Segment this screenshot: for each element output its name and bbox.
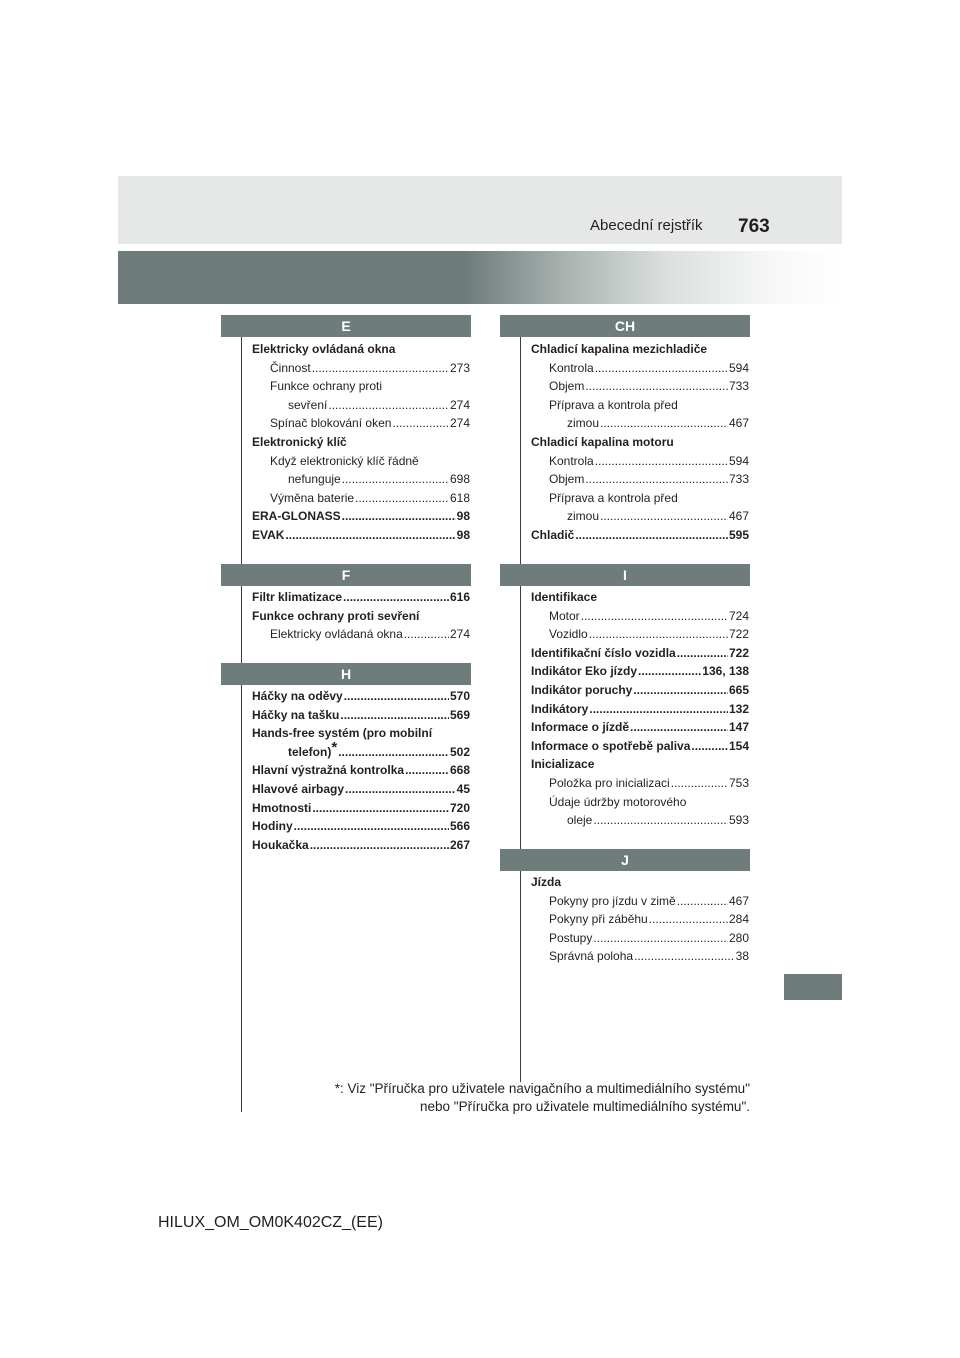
dot-leader: [344, 687, 449, 706]
dot-leader: [312, 799, 449, 818]
index-entry-page: 45: [456, 781, 470, 796]
index-entry-page: 593: [728, 813, 749, 828]
index-entry-text: Činnost: [270, 360, 311, 375]
index-entry: [252, 607, 470, 626]
dot-leader: [310, 836, 449, 855]
index-entry-page: 566: [449, 819, 470, 834]
index-entry-page: 720: [449, 800, 470, 815]
dot-leader: [294, 817, 449, 836]
index-entry-text: Identifikace: [531, 590, 598, 604]
index-entry-page: 722: [728, 645, 749, 660]
index-entry: [252, 687, 470, 706]
dot-leader: [345, 780, 456, 799]
index-entry-text: Inicializace: [531, 757, 595, 772]
index-entry: [531, 359, 749, 378]
dot-leader: [338, 743, 449, 762]
dot-leader: [589, 700, 728, 719]
index-entry: [252, 414, 470, 433]
index-entry: [531, 910, 749, 929]
index-entry-page: 570: [449, 689, 470, 703]
index-entry-text: Elektronický klíč: [252, 434, 347, 449]
index-entry-text: Indikátor Eko jízdy: [531, 664, 638, 679]
header-band: [118, 176, 842, 244]
index-entry: [252, 588, 470, 607]
index-entry-text: Objem: [549, 379, 585, 394]
index-entry: [252, 433, 470, 452]
index-entry: [531, 662, 749, 681]
index-entry: [531, 588, 749, 607]
dot-leader: [671, 774, 728, 793]
section-header-f: F: [221, 564, 471, 586]
index-entry: [531, 644, 749, 663]
index-entry: [252, 761, 470, 780]
index-entry-page: 132: [728, 701, 749, 716]
index-entry-page: 98: [456, 509, 470, 524]
dot-leader: [677, 644, 728, 663]
dot-leader: [589, 625, 728, 644]
index-entry-page: 668: [449, 763, 470, 778]
index-entry: [531, 774, 749, 793]
index-entry-text: Hlavové airbagy: [252, 781, 345, 796]
index-entry: [531, 607, 749, 626]
index-entry-text: Háčky na tašku: [252, 707, 340, 722]
index-entry-text: Hodiny: [252, 819, 293, 834]
dot-leader: [585, 470, 728, 489]
index-entry-text: Údaje údržby motorového: [549, 794, 687, 809]
dot-leader: [340, 706, 449, 725]
index-entry-page: 273: [449, 360, 470, 375]
index-entry-text: zimou: [567, 416, 600, 431]
footnote-line-1: *: Viz "Příručka pro uživatele navigačního a multimediálního systému": [334, 1081, 750, 1096]
index-entry-text: Pokyny při záběhu: [549, 912, 648, 927]
index-entry-text: Indikátory: [531, 701, 589, 716]
index-entry: [531, 873, 749, 892]
index-entry: [252, 396, 470, 415]
dot-leader: [404, 625, 449, 644]
index-entry-text: Příprava a kontrola před: [549, 397, 678, 412]
index-entry-text: Motor: [549, 608, 580, 623]
index-entry-text: Funkce ochrany proti sevření: [252, 608, 420, 623]
index-entry-page: 280: [728, 930, 749, 945]
index-entry-page: 595: [728, 527, 749, 542]
index-entry-page: 467: [728, 416, 749, 431]
index-entry-text: Správná poloha: [549, 949, 634, 964]
index-entry: [531, 892, 749, 911]
column-divider-middle: [520, 336, 521, 1082]
dot-leader: [405, 761, 449, 780]
index-entry-text: nefunguje: [288, 472, 341, 487]
section-header-j: J: [500, 849, 750, 871]
index-entry-text: Filtr klimatizace: [252, 590, 343, 604]
index-entry-text: Funkce ochrany proti: [270, 379, 383, 394]
page-number: 763: [738, 216, 770, 237]
index-entry-text: telefon)*: [288, 738, 338, 759]
index-entry-text: oleje: [567, 813, 593, 828]
index-entry: [531, 718, 749, 737]
index-entry: [531, 340, 749, 359]
index-entry-page: 722: [728, 627, 749, 642]
dot-leader: [392, 414, 449, 433]
index-entry-page: 267: [449, 837, 470, 852]
index-entry-text: Výměna baterie: [270, 490, 355, 505]
dot-leader: [649, 910, 728, 929]
index-entry: [252, 377, 470, 396]
index-entry-text: Objem: [549, 472, 585, 487]
index-entry-page: 274: [449, 627, 470, 642]
index-entry-text: Chladicí kapalina mezichladiče: [531, 342, 708, 356]
index-entry: [531, 414, 749, 433]
section-header-i: I: [500, 564, 750, 586]
index-entry-text: Hlavní výstražná kontrolka: [252, 763, 405, 778]
index-entry: [531, 681, 749, 700]
dot-leader: [575, 526, 728, 545]
dot-leader: [593, 929, 728, 948]
dot-leader: [328, 396, 449, 415]
footnote-marker: *: [331, 738, 338, 756]
index-entry-page: 284: [728, 912, 749, 927]
dot-leader: [343, 588, 449, 607]
index-entry-text: ERA-GLONASS: [252, 509, 341, 524]
index-entry: [531, 755, 749, 774]
index-entry: [252, 359, 470, 378]
index-entry: [252, 470, 470, 489]
footnote-line-2: nebo "Příručka pro uživatele multimediálního systému".: [420, 1099, 750, 1114]
index-entry-text: Chladicí kapalina motoru: [531, 434, 674, 449]
index-entry-text: Jízda: [531, 875, 562, 889]
index-entry: [531, 811, 749, 830]
index-entry-page: 98: [456, 527, 470, 542]
index-entry-page: 733: [728, 379, 749, 394]
dot-leader: [342, 507, 456, 526]
index-entry-page: 136, 138: [702, 664, 749, 679]
index-entry-text: Informace o spotřebě paliva: [531, 738, 691, 753]
index-list-i: [531, 588, 749, 830]
index-entry-page: 616: [449, 590, 470, 604]
index-entry-text: Příprava a kontrola před: [549, 490, 678, 505]
index-entry: [531, 700, 749, 719]
index-entry-text: Elektricky ovládaná okna: [252, 342, 396, 356]
index-entry-text: Identifikační číslo vozidla: [531, 645, 676, 660]
index-entry-page: 467: [728, 509, 749, 524]
index-entry: [531, 377, 749, 396]
index-entry-text: Položka pro inicializaci: [549, 775, 670, 790]
index-entry-text: Postupy: [549, 930, 593, 945]
dot-leader: [285, 526, 455, 545]
index-entry-text: Chladič: [531, 527, 575, 542]
index-list-h: [252, 687, 470, 854]
index-entry-text: Háčky na oděvy: [252, 689, 343, 703]
index-entry-text: zimou: [567, 509, 600, 524]
document-id: HILUX_OM_OM0K402CZ_(EE): [158, 1214, 383, 1231]
dot-leader: [638, 662, 701, 681]
column-divider-left: [241, 336, 242, 1112]
dot-leader: [600, 507, 728, 526]
index-entry-text: Vozidlo: [549, 627, 588, 642]
index-entry: [531, 452, 749, 471]
footnote: [240, 1080, 750, 1116]
index-entry-page: 154: [728, 738, 749, 753]
dot-leader: [355, 489, 449, 508]
index-entry-page: 618: [449, 490, 470, 505]
index-entry-text: Když elektronický klíč řádně: [270, 453, 419, 468]
index-entry: [531, 625, 749, 644]
dot-leader: [342, 470, 449, 489]
index-entry: [531, 433, 749, 452]
index-list-f: [252, 588, 470, 644]
dot-leader: [600, 414, 728, 433]
chapter-side-tab: [784, 974, 842, 1000]
index-entry-page: 274: [449, 416, 470, 431]
section-header-ch: CH: [500, 315, 750, 337]
index-entry-text: Kontrola: [549, 360, 594, 375]
index-list-e: [252, 340, 470, 545]
dot-leader: [630, 718, 728, 737]
index-entry-page: 665: [728, 682, 749, 697]
index-entry: [531, 929, 749, 948]
index-entry-text: sevření: [288, 397, 328, 412]
index-entry-page: 569: [449, 707, 470, 722]
index-entry: [252, 452, 470, 471]
index-entry: [252, 817, 470, 836]
index-entry: [252, 836, 470, 855]
index-entry-page: 724: [728, 608, 749, 623]
index-entry: [252, 507, 470, 526]
index-entry: [252, 340, 470, 359]
index-entry-text: Informace o jízdě: [531, 720, 630, 735]
index-entry: [252, 738, 470, 762]
index-entry: [531, 737, 749, 756]
index-entry: [531, 947, 749, 966]
index-entry-text: Hmotnosti: [252, 800, 312, 815]
index-entry-page: 467: [728, 893, 749, 908]
index-entry-page: 274: [449, 397, 470, 412]
index-entry-page: 38: [735, 949, 749, 964]
index-entry-page: 698: [449, 472, 470, 487]
index-entry-page: 594: [728, 360, 749, 375]
dot-leader: [593, 811, 728, 830]
dot-leader: [581, 607, 728, 626]
index-entry: [252, 625, 470, 644]
index-entry-text: Houkačka: [252, 837, 309, 852]
index-entry-page: 147: [728, 720, 749, 735]
index-list-ch: [531, 340, 749, 545]
index-entry: [252, 706, 470, 725]
index-entry-page: 753: [728, 775, 749, 790]
index-entry: [531, 396, 749, 415]
dot-leader: [677, 892, 728, 911]
dot-leader: [312, 359, 449, 378]
index-entry: [252, 799, 470, 818]
index-entry-text: Indikátor poruchy: [531, 682, 633, 697]
index-entry-text: Pokyny pro jízdu v zimě: [549, 893, 676, 908]
index-entry-text: Elektricky ovládaná okna: [270, 627, 403, 642]
index-entry-page: 502: [449, 744, 470, 759]
index-entry-page: 594: [728, 453, 749, 468]
section-title: Abecední rejstřík: [590, 217, 703, 234]
index-entry-page: 733: [728, 472, 749, 487]
index-entry: [531, 507, 749, 526]
index-entry: [531, 470, 749, 489]
dot-leader: [691, 737, 728, 756]
index-entry: [531, 489, 749, 508]
dot-leader: [634, 947, 735, 966]
section-header-h: H: [221, 663, 471, 685]
section-header-e: E: [221, 315, 471, 337]
index-entry-text: Kontrola: [549, 453, 594, 468]
index-entry-text: Hands-free systém (pro mobilní: [252, 726, 433, 741]
index-entry: [531, 793, 749, 812]
index-entry: [252, 724, 470, 743]
dot-leader: [595, 452, 728, 471]
index-entry: [531, 526, 749, 545]
index-entry: [252, 780, 470, 799]
dot-leader: [633, 681, 728, 700]
index-entry-text: EVAK: [252, 527, 285, 542]
decorative-gradient-band: [118, 251, 842, 304]
index-entry-text: Spínač blokování oken: [270, 416, 392, 431]
index-entry: [252, 526, 470, 545]
dot-leader: [585, 377, 728, 396]
dot-leader: [595, 359, 728, 378]
index-list-j: [531, 873, 749, 966]
index-entry: [252, 489, 470, 508]
